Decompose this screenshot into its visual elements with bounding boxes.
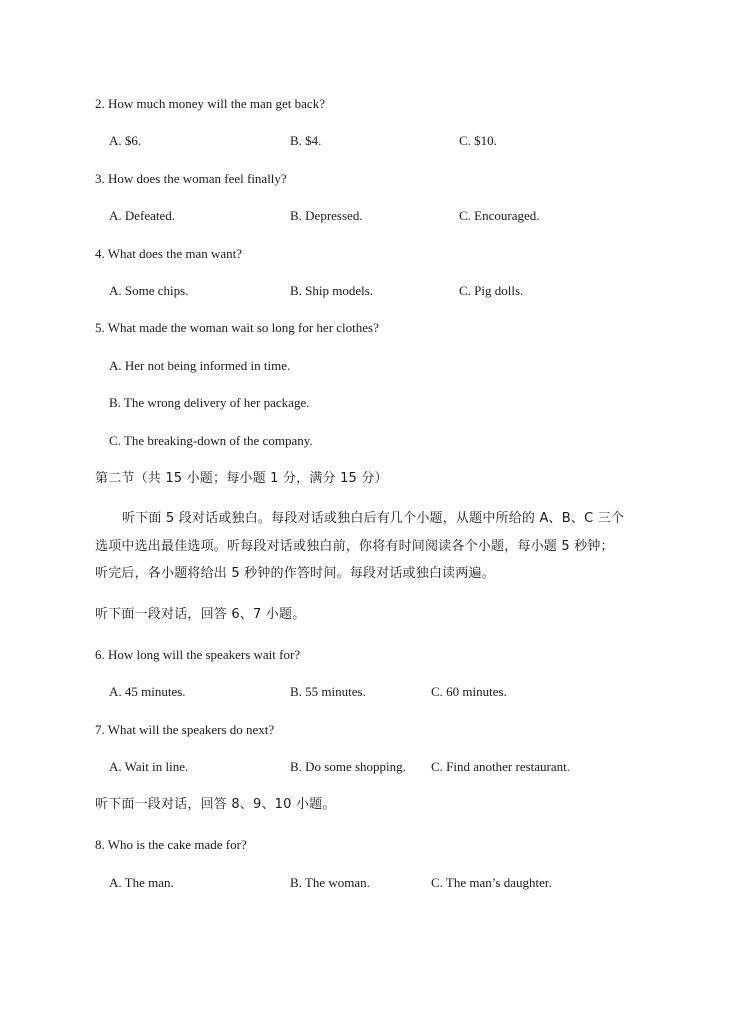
question-2: 2. How much money will the man get back? (95, 96, 325, 111)
q2-option-c: C. $10. (459, 133, 497, 148)
question-7: 7. What will the speakers do next? (95, 722, 275, 737)
q8-option-c: C. The man’s daughter. (431, 875, 552, 890)
q4-option-c: C. Pig dolls. (459, 283, 524, 298)
q7-option-b: B. Do some shopping. (290, 759, 406, 774)
q5-option-b: B. The wrong delivery of her package. (109, 395, 310, 410)
question-3: 3. How does the woman feel finally? (95, 171, 287, 186)
q3-option-c: C. Encouraged. (459, 208, 540, 223)
question-6: 6. How long will the speakers wait for? (95, 647, 301, 662)
instructions-line-1: 听下面 5 段对话或独白。每段对话或独白后有几个小题，从题中所给的 A、B、C 三个 (122, 511, 625, 526)
instructions-line-2: 选项中选出最佳选项。听每段对话或独白前，你将有时间阅读各个小题，每小题 5 秒钟； (95, 539, 614, 554)
q8-option-a: A. The man. (109, 875, 174, 890)
q7-option-c: C. Find another restaurant. (431, 759, 570, 774)
section-2-title: 第二节（共 15 小题；每小题 1 分，满分 15 分） (95, 471, 388, 486)
instructions-line-3: 听完后，各小题将给出 5 秒钟的作答时间。每段对话或独白读两遍。 (95, 566, 495, 581)
q4-option-b: B. Ship models. (290, 283, 374, 298)
q3-option-a: A. Defeated. (109, 208, 176, 223)
q5-option-c: C. The breaking-down of the company. (109, 433, 313, 448)
q5-option-a: A. Her not being informed in time. (109, 358, 291, 373)
q6-option-c: C. 60 minutes. (431, 684, 507, 699)
dialog-1-heading: 听下面一段对话，回答 6、7 小题。 (95, 607, 306, 622)
dialog-2-heading: 听下面一段对话，回答 8、9、10 小题。 (95, 797, 336, 812)
q2-option-a: A. $6. (109, 133, 142, 148)
q3-option-b: B. Depressed. (290, 208, 363, 223)
q4-option-a: A. Some chips. (109, 283, 189, 298)
q8-option-b: B. The woman. (290, 875, 370, 890)
q6-option-b: B. 55 minutes. (290, 684, 366, 699)
q6-option-a: A. 45 minutes. (109, 684, 186, 699)
q2-option-b: B. $4. (290, 133, 322, 148)
q7-option-a: A. Wait in line. (109, 759, 189, 774)
question-8: 8. Who is the cake made for? (95, 837, 247, 852)
question-5: 5. What made the woman wait so long for her clothes? (95, 320, 379, 335)
question-4: 4. What does the man want? (95, 246, 243, 261)
